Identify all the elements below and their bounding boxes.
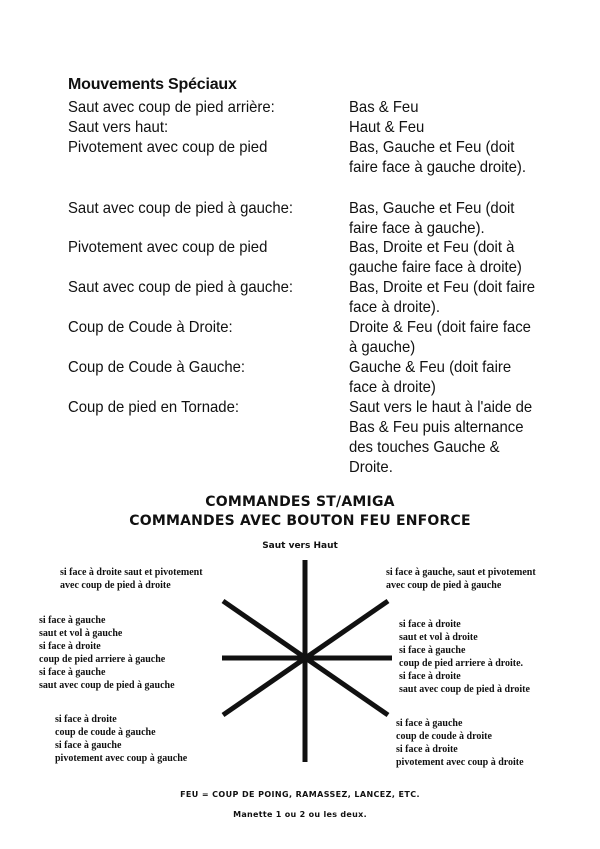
move-name: Coup de pied en Tornade:	[68, 399, 239, 416]
annotation-line: si face à gauche	[39, 667, 106, 678]
annotation-line: si face à droite	[396, 744, 458, 755]
move-name: Saut vers haut:	[68, 119, 169, 136]
move-keys: Bas & Feu	[349, 99, 419, 116]
move-keys: Droite & Feu (doit faire face à gauche)	[349, 319, 531, 356]
move-name: Saut avec coup de pied à gauche:	[68, 279, 294, 296]
annotation-left	[39, 614, 175, 692]
annotation-line: si face à gauche, saut et pivotement	[386, 567, 536, 578]
annotation-right	[399, 618, 530, 696]
annotation-down-left	[55, 713, 187, 765]
move-keys: Bas, Droite et Feu (doit à gauche faire face à droite)	[349, 239, 522, 276]
move-keys: Bas, Gauche et Feu (doit faire face à gauche droite).	[349, 139, 527, 176]
annotation-line: si face à droite	[55, 714, 117, 725]
annotation-line: coup de coude à gauche	[55, 727, 156, 738]
annotation-line: pivotement avec coup à gauche	[55, 753, 188, 764]
move-keys: Haut & Feu	[349, 119, 425, 136]
move-name: Coup de Coude à Droite:	[68, 319, 233, 336]
commands-subheading: COMMANDES AVEC BOUTON FEU ENFORCE	[129, 513, 471, 529]
annotation-line: pivotement avec coup à droite	[396, 757, 524, 768]
annotation-line: saut et vol à droite	[399, 632, 478, 643]
up-direction-label: Saut vers Haut	[262, 541, 338, 551]
annotation-line: si face à gauche	[399, 645, 466, 656]
annotation-line: si face à gauche	[55, 740, 122, 751]
move-name: Saut avec coup de pied à gauche:	[68, 200, 294, 217]
annotation-line: avec coup de pied à gauche	[386, 580, 502, 591]
move-name: Pivotement avec coup de pied	[68, 239, 268, 256]
annotation-line: coup de pied arriere à gauche	[39, 654, 166, 665]
annotation-line: saut avec coup de pied à gauche	[39, 680, 175, 691]
move-name: Saut avec coup de pied arrière:	[68, 99, 275, 116]
move-keys: Saut vers le haut à l'aide de Bas & Feu puis alternance des touches Gauche & Droite.	[349, 399, 533, 476]
move-keys: Bas, Gauche et Feu (doit faire face à gauche).	[349, 200, 515, 237]
annotation-line: si face à droite	[399, 619, 461, 630]
annotation-line: coup de coude à droite	[396, 731, 492, 742]
commands-heading: COMMANDES ST/AMIGA	[205, 494, 395, 510]
move-name: Pivotement avec coup de pied	[68, 139, 268, 156]
joystick-label: Manette 1 ou 2 ou les deux.	[233, 810, 367, 819]
annotation-down-right	[396, 717, 524, 769]
section-title: Mouvements Spéciaux	[68, 76, 237, 93]
annotation-line: saut et vol à gauche	[39, 628, 123, 639]
annotation-line: si face à gauche	[39, 615, 106, 626]
annotation-line: avec coup de pied à droite	[60, 580, 171, 591]
annotation-up-left	[60, 566, 203, 592]
annotation-line: saut avec coup de pied à droite	[399, 684, 530, 695]
annotation-line: si face à gauche	[396, 718, 463, 729]
annotation-line: coup de pied arriere à droite.	[399, 658, 524, 669]
annotation-up-right	[386, 566, 536, 592]
fire-button-label: FEU = COUP DE POING, RAMASSEZ, LANCEZ, ETC.	[180, 790, 420, 799]
annotation-line: si face à droite saut et pivotement	[60, 567, 203, 578]
annotation-line: si face à droite	[399, 671, 461, 682]
move-keys: Gauche & Feu (doit faire face à droite)	[349, 359, 512, 396]
annotation-line: si face à droite	[39, 641, 101, 652]
move-name: Coup de Coude à Gauche:	[68, 359, 246, 376]
move-keys: Bas, Droite et Feu (doit faire face à droite).	[349, 279, 536, 316]
